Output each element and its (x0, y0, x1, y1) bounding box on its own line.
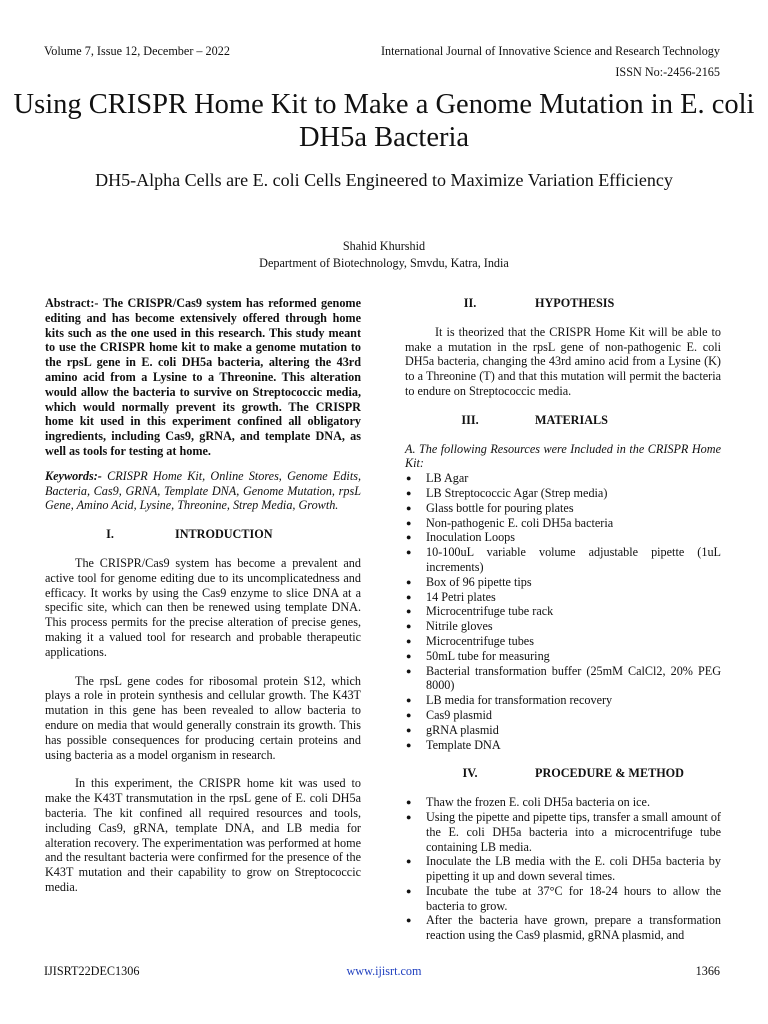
section-heading-materials (405, 413, 721, 428)
list-item: ● Microcentrifuge tubes (405, 634, 721, 649)
list-item: ● Template DNA (405, 738, 721, 753)
list-item: ● Box of 96 pipette tips (405, 575, 721, 590)
keywords-label: Keywords:- (45, 468, 102, 483)
issn: ISSN No:-2456-2165 (615, 65, 720, 79)
list-item: ● LB Streptococcic Agar (Strep media) (405, 486, 721, 501)
list-item: ● Using the pipette and pipette tips, transfer a small amount of the E. coli DH5a bacteria into a microcentrifuge tube containing LB media. (405, 810, 721, 854)
keywords-text: CRISPR Home Kit, Online Stores, Genome Edits, Bacteria, Cas9, GRNA, Template DNA, Genome Mutation, rpsL Gene, Amino Acid, Lysine, Threonine, Strep Media, Growth. (45, 468, 361, 513)
abstract: Abstract:- The CRISPR/Cas9 system has reformed genome editing and has become extensively offered through home kits such as the one used in this research. This study meant to use the CRISPR home kit to make a genome mutation to the rpsL gene in E. coli DH5a bacteria, altering the 43rd amino acid from a Lysine to a Threonine. This alteration would allow the bacteria to survive on Streptococcic media, which would normally prevent its growth. The CRISPR home kit used in this experiment confined all obligatory ingredients, including Cas9, gRNA, and template DNA, as well as tools for testing at home. (45, 296, 361, 458)
left-column (45, 296, 361, 909)
intro-paragraph-2: The rpsL gene codes for ribosomal protein S12, which plays a role in protein synthesis and cellular growth. The K43T mutation in this gene has been revealed to allow bacteria to endure on media that would generally constrain its growth. This has possible consequences for producing certain proteins and using bacteria as a model organism in research. (45, 673, 361, 762)
section-number: I. (106, 527, 114, 542)
materials-subheading: A. The following Resources were Included in the CRISPR Home Kit: (405, 441, 721, 471)
right-column (405, 296, 721, 943)
list-item: ● After the bacteria have grown, prepare a transformation reaction using the Cas9 plasmid, gRNA plasmid, and (405, 913, 721, 943)
materials-list (405, 471, 721, 752)
website-link[interactable]: www.ijisrt.com (346, 964, 422, 978)
section-number: IV. (462, 766, 478, 781)
section-title: HYPOTHESIS (535, 296, 615, 310)
section-title: INTRODUCTION (175, 527, 273, 542)
list-item: ● Non-pathogenic E. coli DH5a bacteria (405, 516, 721, 531)
hypothesis-paragraph: It is theorized that the CRISPR Home Kit will be able to make a mutation in the rpsL gene of non-pathogenic E. coli DH5a bacteria, changing the 43rd amino acid from a Lysine (K) to a Threonine (T) and that this mutation will permit the bacteria to endure on Streptococcic media. (405, 324, 721, 398)
page-number: 1366 (695, 964, 720, 978)
list-item: ● 14 Petri plates (405, 590, 721, 605)
list-item: ● Nitrile gloves (405, 619, 721, 634)
list-item: ● LB media for transformation recovery (405, 693, 721, 708)
section-number: II. (463, 296, 477, 310)
paper-subtitle: DH5-Alpha Cells are E. coli Cells Engineered to Maximize Variation Efficiency (95, 170, 673, 190)
list-item: ● Incubate the tube at 37°C for 18-24 hours to allow the bacteria to grow. (405, 884, 721, 914)
list-item: ● Microcentrifuge tube rack (405, 604, 721, 619)
section-heading-procedure (405, 766, 721, 781)
intro-paragraph-3: In this experiment, the CRISPR home kit was used to make the K43T transmutation in the rpsL gene of E. coli DH5a bacteria. The kit confined all required resources and tools, including Cas9, gRNA, template DNA, and LB media for alteration recovery. The experimentation was performed at home and the resultant bacteria were confirmed for the presence of the K43T mutation and their capability to grow on Streptococcic media. (45, 776, 361, 894)
list-item: ● Thaw the frozen E. coli DH5a bacteria on ice. (405, 795, 721, 810)
section-number: III. (461, 412, 479, 427)
paper-id: IJISRT22DEC1306 (44, 964, 140, 978)
list-item: ● gRNA plasmid (405, 723, 721, 738)
author-name: Shahid Khurshid (342, 239, 426, 253)
procedure-list (405, 795, 721, 943)
paper-title: Using CRISPR Home Kit to Make a Genome Mutation in E. coli DH5a Bacteria (13, 89, 755, 153)
section-heading-hypothesis (405, 296, 721, 311)
list-item: ● 10-100uL variable volume adjustable pipette (1uL increments) (405, 545, 721, 575)
list-item: ● Inoculate the LB media with the E. coli DH5a bacteria by pipetting it up and down several times. (405, 854, 721, 884)
keywords (45, 469, 361, 513)
list-item: ● Cas9 plasmid (405, 708, 721, 723)
list-item: ● Bacterial transformation buffer (25mM CalCl2, 20% PEG 8000) (405, 664, 721, 694)
list-item: ● Glass bottle for pouring plates (405, 501, 721, 516)
section-heading-introduction (45, 527, 361, 542)
section-title: PROCEDURE & METHOD (535, 766, 684, 781)
list-item: ● Inoculation Loops (405, 530, 721, 545)
intro-paragraph-1: The CRISPR/Cas9 system has become a prevalent and active tool for genome editing due to its uncomplicatedness and efficacy. It works by using the Cas9 enzyme to slice DNA at a specific site, which can then be renewed using template DNA. This process permits for the precise alteration of precise genes, making it a valued tool for research and probable therapeutic applications. (45, 555, 361, 659)
author-affiliation: Department of Biotechnology, Smvdu, Katra, India (259, 256, 509, 270)
section-title: MATERIALS (535, 412, 608, 427)
journal-name: International Journal of Innovative Science and Research Technology (380, 44, 720, 58)
list-item: ● LB Agar (405, 471, 721, 486)
journal-issue: Volume 7, Issue 12, December – 2022 (44, 44, 230, 58)
list-item: ● 50mL tube for measuring (405, 649, 721, 664)
